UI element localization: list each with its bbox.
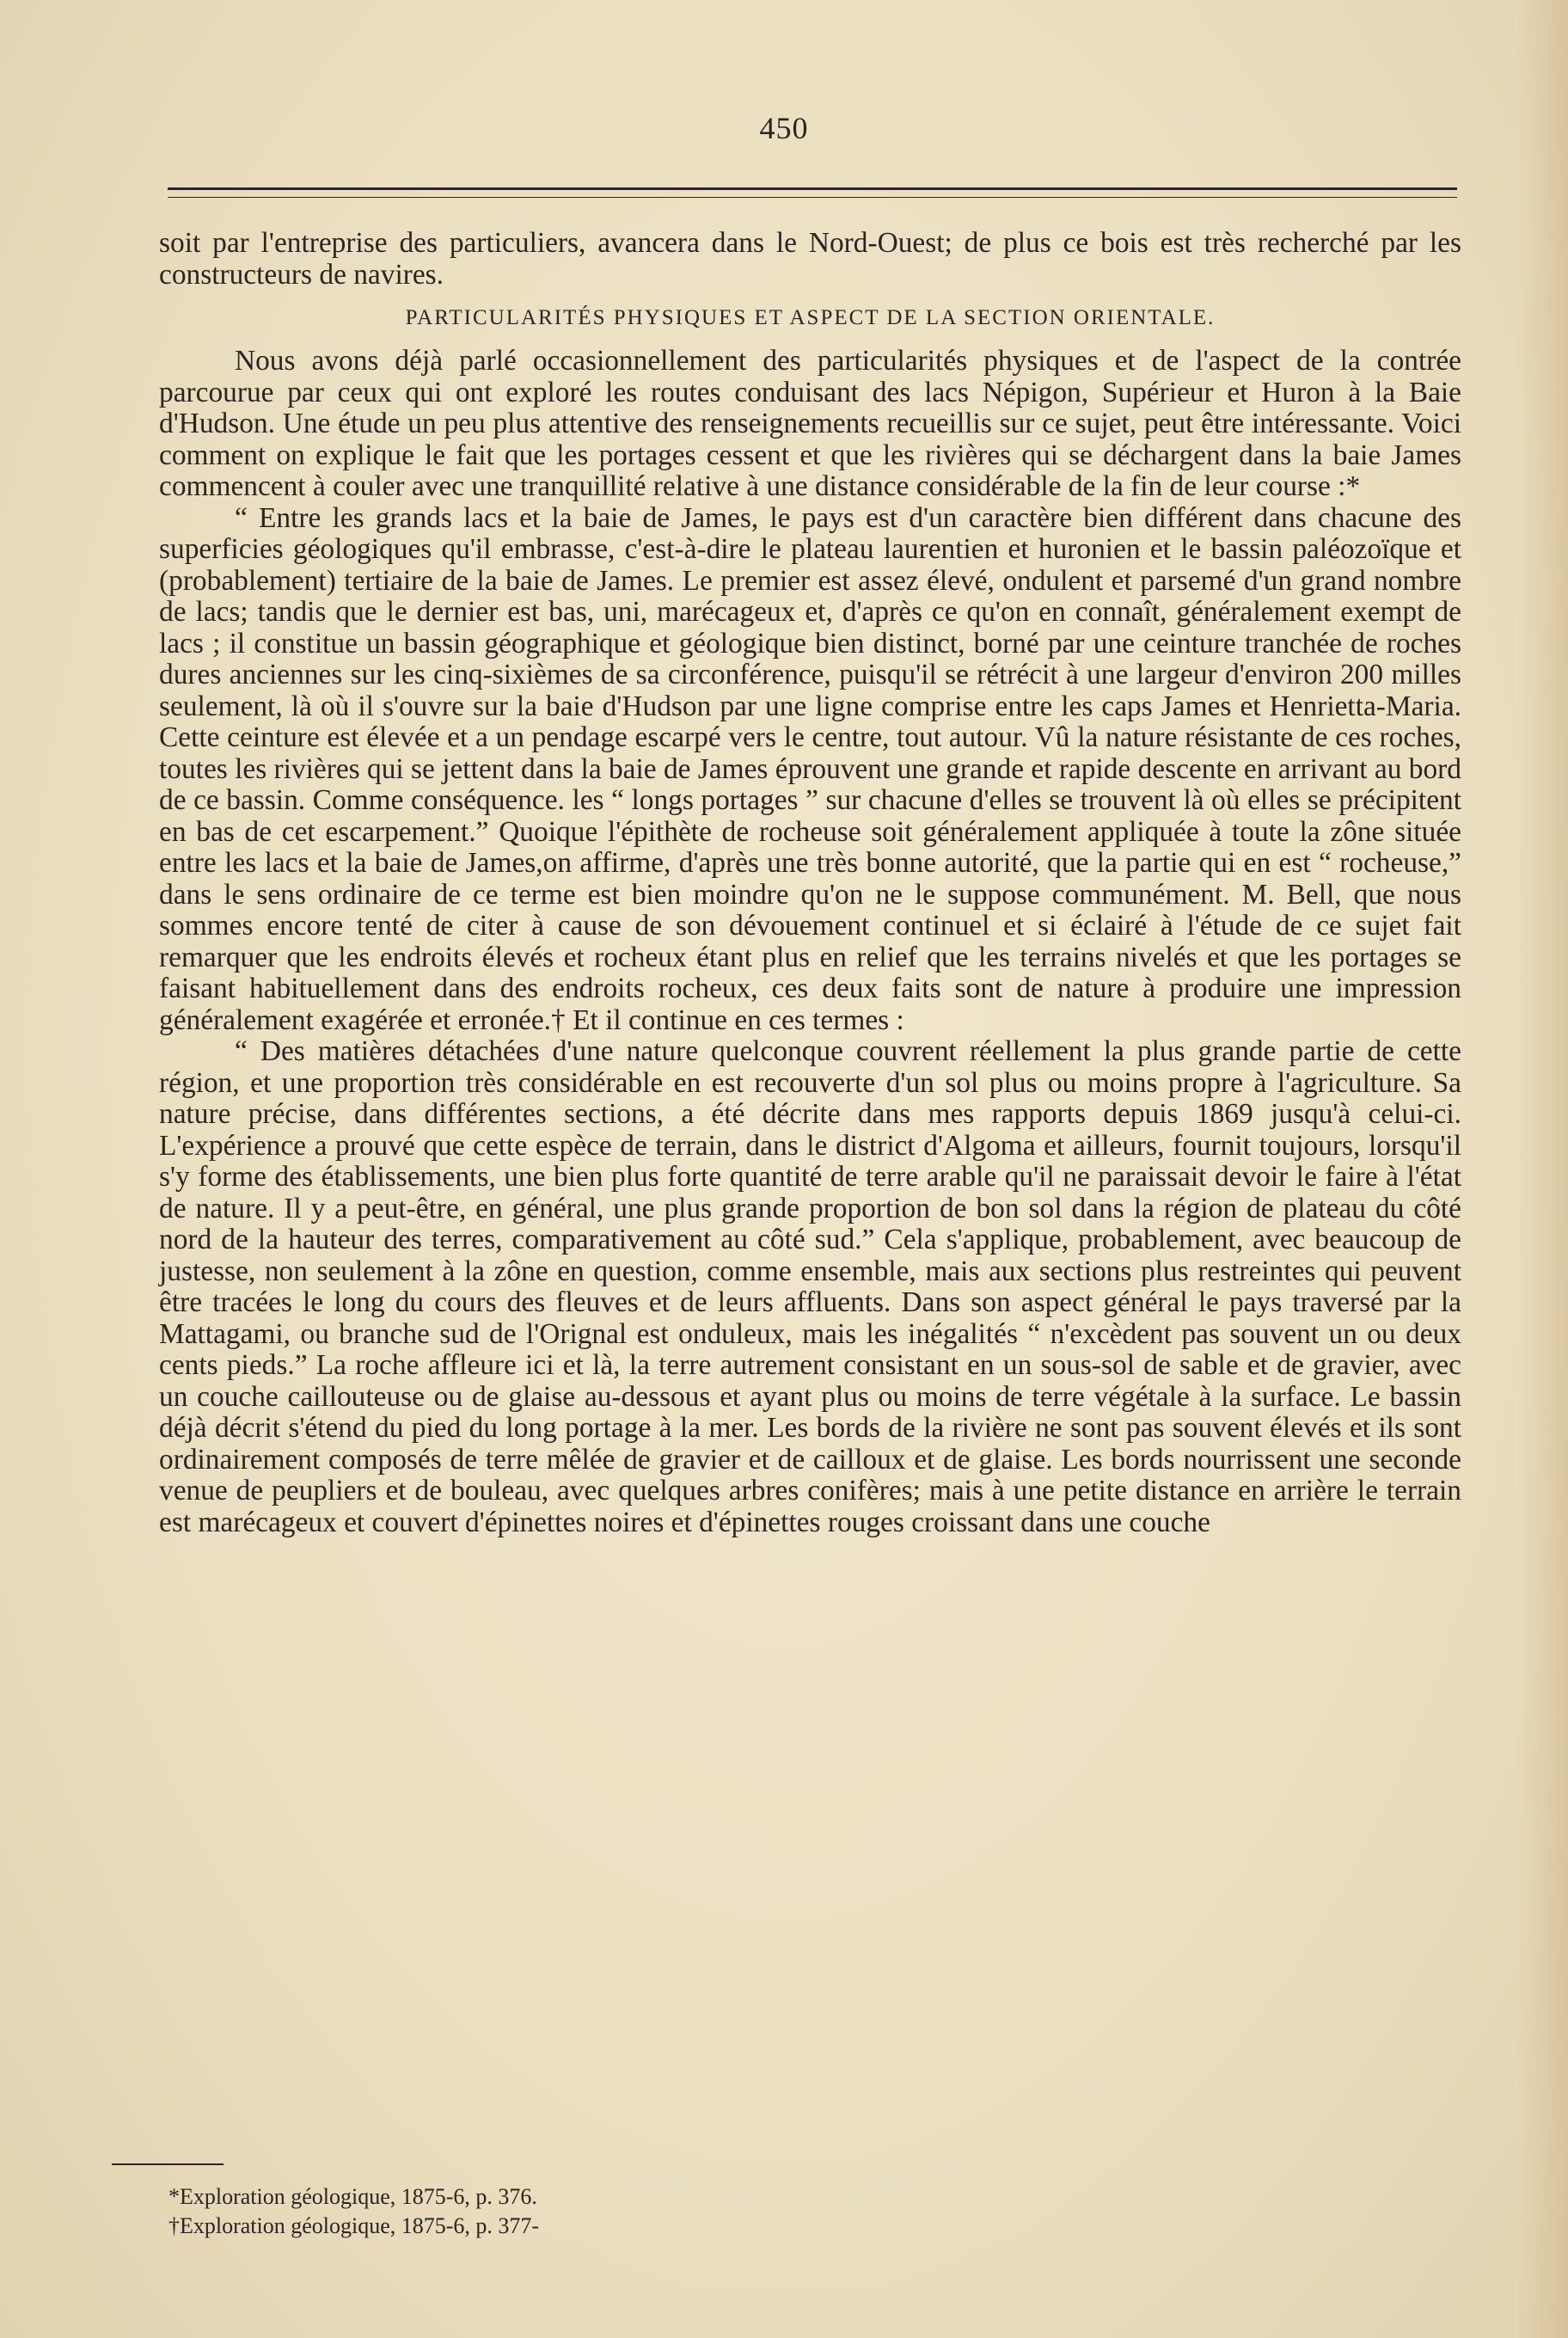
section-heading: PARTICULARITÉS PHYSIQUES ET ASPECT DE LA SECTION ORIENTALE. [405, 306, 1216, 329]
paragraph-1: Nous avons déjà parlé occasionnellement des particularités physiques et de l'aspect de la contrée parcourue par ceux qui ont exploré les routes conduisant des lacs Népigon, Supérieur et Huron à la Baie d'Hudson. Une étude un peu plus attentive des renseignements recueillis sur ce sujet, peut être intéressante. Voici comment on explique le fait que les portages cessent et que les rivières qui se déchargent dans la baie James commencent à couler avec une tranquillité relative à une distance considérable de la fin de leur course :* [159, 345, 1461, 502]
body-text [159, 228, 1461, 1538]
footnotes [168, 2182, 539, 2241]
footnote-1: *Exploration géologique, 1875-6, p. 376. [168, 2184, 537, 2209]
paragraph-2: “ Entre les grands lacs et la baie de James, le pays est d'un caractère bien différent dans chacune des superficies géologiques qu'il embrasse, c'est-à-dire le plateau laurentien et huronien et le bassin paléozoïque et (probablement) tertiaire de la baie de James. Le premier est assez élevé, ondulent et parsemé d'un grand nombre de lacs; tandis que le dernier est bas, uni, marécageux et, d'après ce qu'on en connaît, généralement exempt de lacs ; il constitue un bassin géographique et géologique bien distinct, borné par une ceinture tranchée de roches dures anciennes sur les cinq-sixièmes de sa circonférence, puisqu'il se rétrécit à une largeur d'environ 200 milles seulement, là où il s'ouvre sur la baie d'Hudson par une ligne comprise entre les caps James et Henrietta-Maria. Cette ceinture est élevée et a un pendage escarpé vers le centre, tout autour. Vû la nature résistante de ces roches, toutes les rivières qui se jettent dans la baie de James éprouvent une grande et rapide descente en arrivant au bord de ce bassin. Comme conséquence. les “ longs portages ” sur chacune d'elles se trouvent là où elles se précipitent en bas de cet escarpement.” Quoique l'épithète de rocheuse soit généralement appliquée à toute la zône située entre les lacs et la baie de James,on affirme, d'après une très bonne autorité, que la partie qui en est “ rocheuse,” dans le sens ordinaire de ce terme est bien moindre qu'on ne le suppose communément. M. Bell, que nous sommes encore tenté de citer à cause de son dévouement continuel et si éclairé à l'étude de ce sujet fait remarquer que les endroits élevés et rocheux étant plus en relief que les terrains nivelés et que les portages se faisant habituellement dans des endroits rocheux, ces deux faits sont de nature à produire une impression généralement exagérée et erronée.† Et il continue en ces termes : [159, 501, 1461, 1036]
page-number: 450 [759, 111, 809, 145]
header-rule-thin [168, 197, 1457, 198]
paragraph-3: “ Des matières détachées d'une nature quelconque couvrent réellement la plus grande partie de cette région, et une proportion très considérable en est recouverte d'un sol plus ou moins propre à l'agriculture. Sa nature précise, dans différentes sections, a été décrite dans mes rapports depuis 1869 jusqu'à celui-ci. L'expérience a prouvé que cette espèce de terrain, dans le district d'Algoma et ailleurs, fournit toujours, lorsqu'il s'y forme des établissements, une bien plus forte quantité de terre arable qu'il ne paraissait devoir le faire à l'état de nature. Il y a peut-être, en général, une plus grande proportion de bon sol dans la région de plateau du côté nord de la hauteur des terres, comparativement au côté sud.” Cela s'applique, probablement, avec beaucoup de justesse, non seulement à la zône en question, comme ensemble, mais aux sections plus restreintes qui peuvent être tracées le long du cours des fleuves et de leurs affluents. Dans son aspect général le pays traversé par la Mattagami, ou branche sud de l'Orignal est onduleux, mais les inégalités “ n'excèdent pas souvent un ou deux cents pieds.” La roche affleure ici et là, la terre autrement consistant en un sous-sol de sable et de gravier, avec un couche caillouteuse ou de glaise au-dessous et ayant plus ou moins de terre végétale à la surface. Le bassin déjà décrit s'étend du pied du long portage à la mer. Les bords de la rivière ne sont pas souvent élevés et ils sont ordinairement composés de terre mêlée de gravier et de cailloux et de glaise. Les bords nourrissent une seconde venue de peupliers et de bouleau, avec quelques arbres conifères; mais à une petite distance en arrière le terrain est marécageux et couvert d'épinettes noires et d'épinettes rouges croissant dans une couche [159, 1035, 1461, 1538]
footnote-rule [112, 2163, 224, 2165]
page-edge-stain [1516, 0, 1568, 2338]
paragraph-intro: soit par l'entreprise des particuliers, avancera dans le Nord-Ouest; de plus ce bois est très recherché par les constructeurs de navires. [159, 227, 1461, 291]
header-rule-thick [168, 187, 1457, 190]
footnote-2: †Exploration géologique, 1875-6, p. 377- [168, 2213, 540, 2238]
